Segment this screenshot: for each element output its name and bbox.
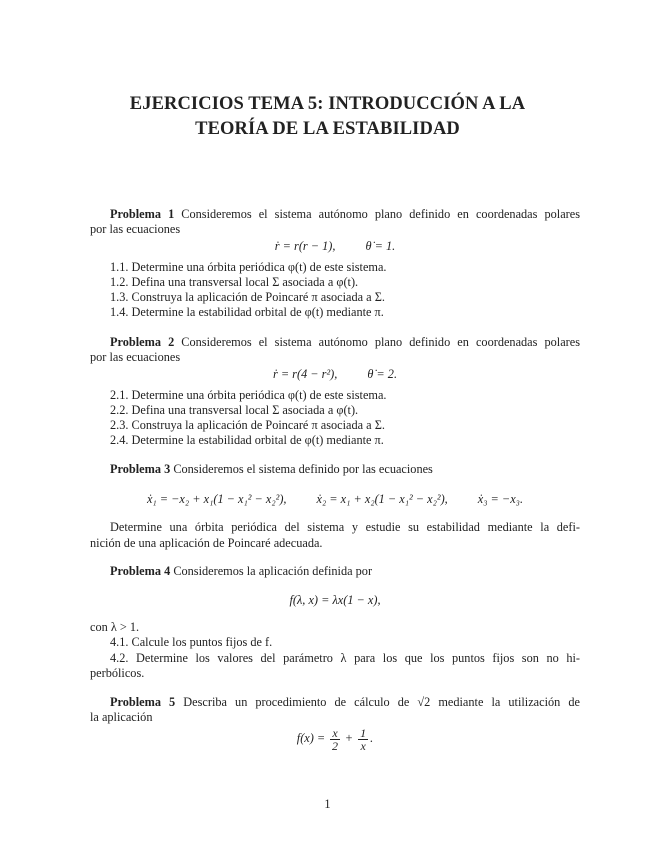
problem-2-item-3: 2.3. Construya la aplicación de Poincaré π asociada a Σ. <box>110 418 385 432</box>
problem-3-text-line-1 <box>90 520 580 535</box>
problem-4-intro-line-1 <box>90 564 580 579</box>
problem-1-intro-text: Consideremos el sistema autónomo plano definido en coordenadas polares <box>181 207 580 221</box>
problem-4-after-equation: con λ > 1. <box>90 620 140 634</box>
problem-1-heading: Problema 1 <box>110 207 175 221</box>
equation-period: . <box>370 731 374 745</box>
problem-2-equation-r: ṙ = r(4 − r²), <box>272 367 338 381</box>
problem-3-equation-x1: ẋ₁ = −x₂ + x₁(1 − x₁² − x₂²), <box>146 492 287 506</box>
problem-1-intro-line-1 <box>90 207 580 222</box>
problem-3-intro-text: Consideremos el sistema definido por las ecuaciones <box>173 462 433 476</box>
problem-5-fraction-1 <box>330 727 339 752</box>
problem-4-item-2-continued: perbólicos. <box>90 666 145 680</box>
problem-1-item-3: 1.3. Construya la aplicación de Poincaré π asociada a Σ. <box>110 290 385 304</box>
problem-2-item-1: 2.1. Determine una órbita periódica φ(t) de este sistema. <box>110 388 387 402</box>
fraction-2-denominator: x <box>360 738 366 753</box>
problem-5-heading: Problema 5 <box>110 695 176 709</box>
problem-1-item-4: 1.4. Determine la estabilidad orbital de φ(t) mediante π. <box>110 305 384 319</box>
problem-3-equation <box>90 491 580 507</box>
fraction-1-denominator: 2 <box>331 738 338 753</box>
problem-3-text: Determine una órbita periódica del sistema y estudie su estabilidad mediante la defi- <box>110 520 580 534</box>
problem-5-equation <box>90 724 580 752</box>
problem-2-item-4: 2.4. Determine la estabilidad orbital de φ(t) mediante π. <box>110 433 384 447</box>
problem-2-intro-line-2: por las ecuaciones <box>90 350 181 364</box>
problem-5-intro-line-2: la aplicación <box>90 710 153 724</box>
problem-3-equation-x3: ẋ₃ = −x₃. <box>477 492 524 506</box>
problem-2-heading: Problema 2 <box>110 335 175 349</box>
problem-1-equation-theta: θ̇ = 1. <box>365 239 396 253</box>
page-title <box>60 92 595 142</box>
problem-1-item-2: 1.2. Defina una transversal local Σ asociada a φ(t). <box>110 275 359 289</box>
problem-1-intro-line-2: por las ecuaciones <box>90 222 181 236</box>
problem-4-heading: Problema 4 <box>110 564 171 578</box>
problem-2-intro-text: Consideremos el sistema autónomo plano definido en coordenadas polares <box>181 335 580 349</box>
problem-5-equation-lhs: f(x) = <box>296 731 326 745</box>
problem-3-heading: Problema 3 <box>110 462 171 476</box>
fraction-1-numerator: x <box>332 725 338 740</box>
problem-3-equation-x2: ẋ₂ = x₁ + x₂(1 − x₁² − x₂²), <box>316 492 448 506</box>
problem-2-equation-theta: θ̇ = 2. <box>367 367 398 381</box>
page-number: 1 <box>324 797 331 811</box>
problem-4-item-2: 4.2. Determine los valores del parámetro λ para los que los puntos fijos son no hi- <box>110 651 580 665</box>
problem-4-equation: f(λ, x) = λx(1 − x), <box>289 593 381 607</box>
problem-3-intro-line-1 <box>90 462 580 477</box>
title-line-2: TEORÍA DE LA ESTABILIDAD <box>195 119 460 139</box>
problem-5-intro-text: Describa un procedimiento de cálculo de √2 mediante la utilización de <box>183 695 580 709</box>
problem-5-intro-line-1 <box>90 695 580 710</box>
problem-2-item-2: 2.2. Defina una transversal local Σ asociada a φ(t). <box>110 403 359 417</box>
problem-5-fraction-2 <box>358 727 368 752</box>
problem-4-item-1: 4.1. Calcule los puntos fijos de f. <box>110 635 273 649</box>
plus-sign: + <box>344 731 354 745</box>
problem-2-intro-line-1 <box>90 335 580 350</box>
problem-4-intro-text: Consideremos la aplicación definida por <box>173 564 373 578</box>
problem-1-equation <box>90 238 580 254</box>
problem-1-equation-r: ṙ = r(r − 1), <box>274 239 336 253</box>
problem-2-equation <box>90 366 580 382</box>
problem-1-item-1: 1.1. Determine una órbita periódica φ(t) de este sistema. <box>110 260 387 274</box>
title-line-1: EJERCICIOS TEMA 5: INTRODUCCIÓN A LA <box>129 94 526 114</box>
fraction-2-numerator: 1 <box>360 725 367 740</box>
problem-3-text-line-2: nición de una aplicación de Poincaré adecuada. <box>90 536 323 550</box>
